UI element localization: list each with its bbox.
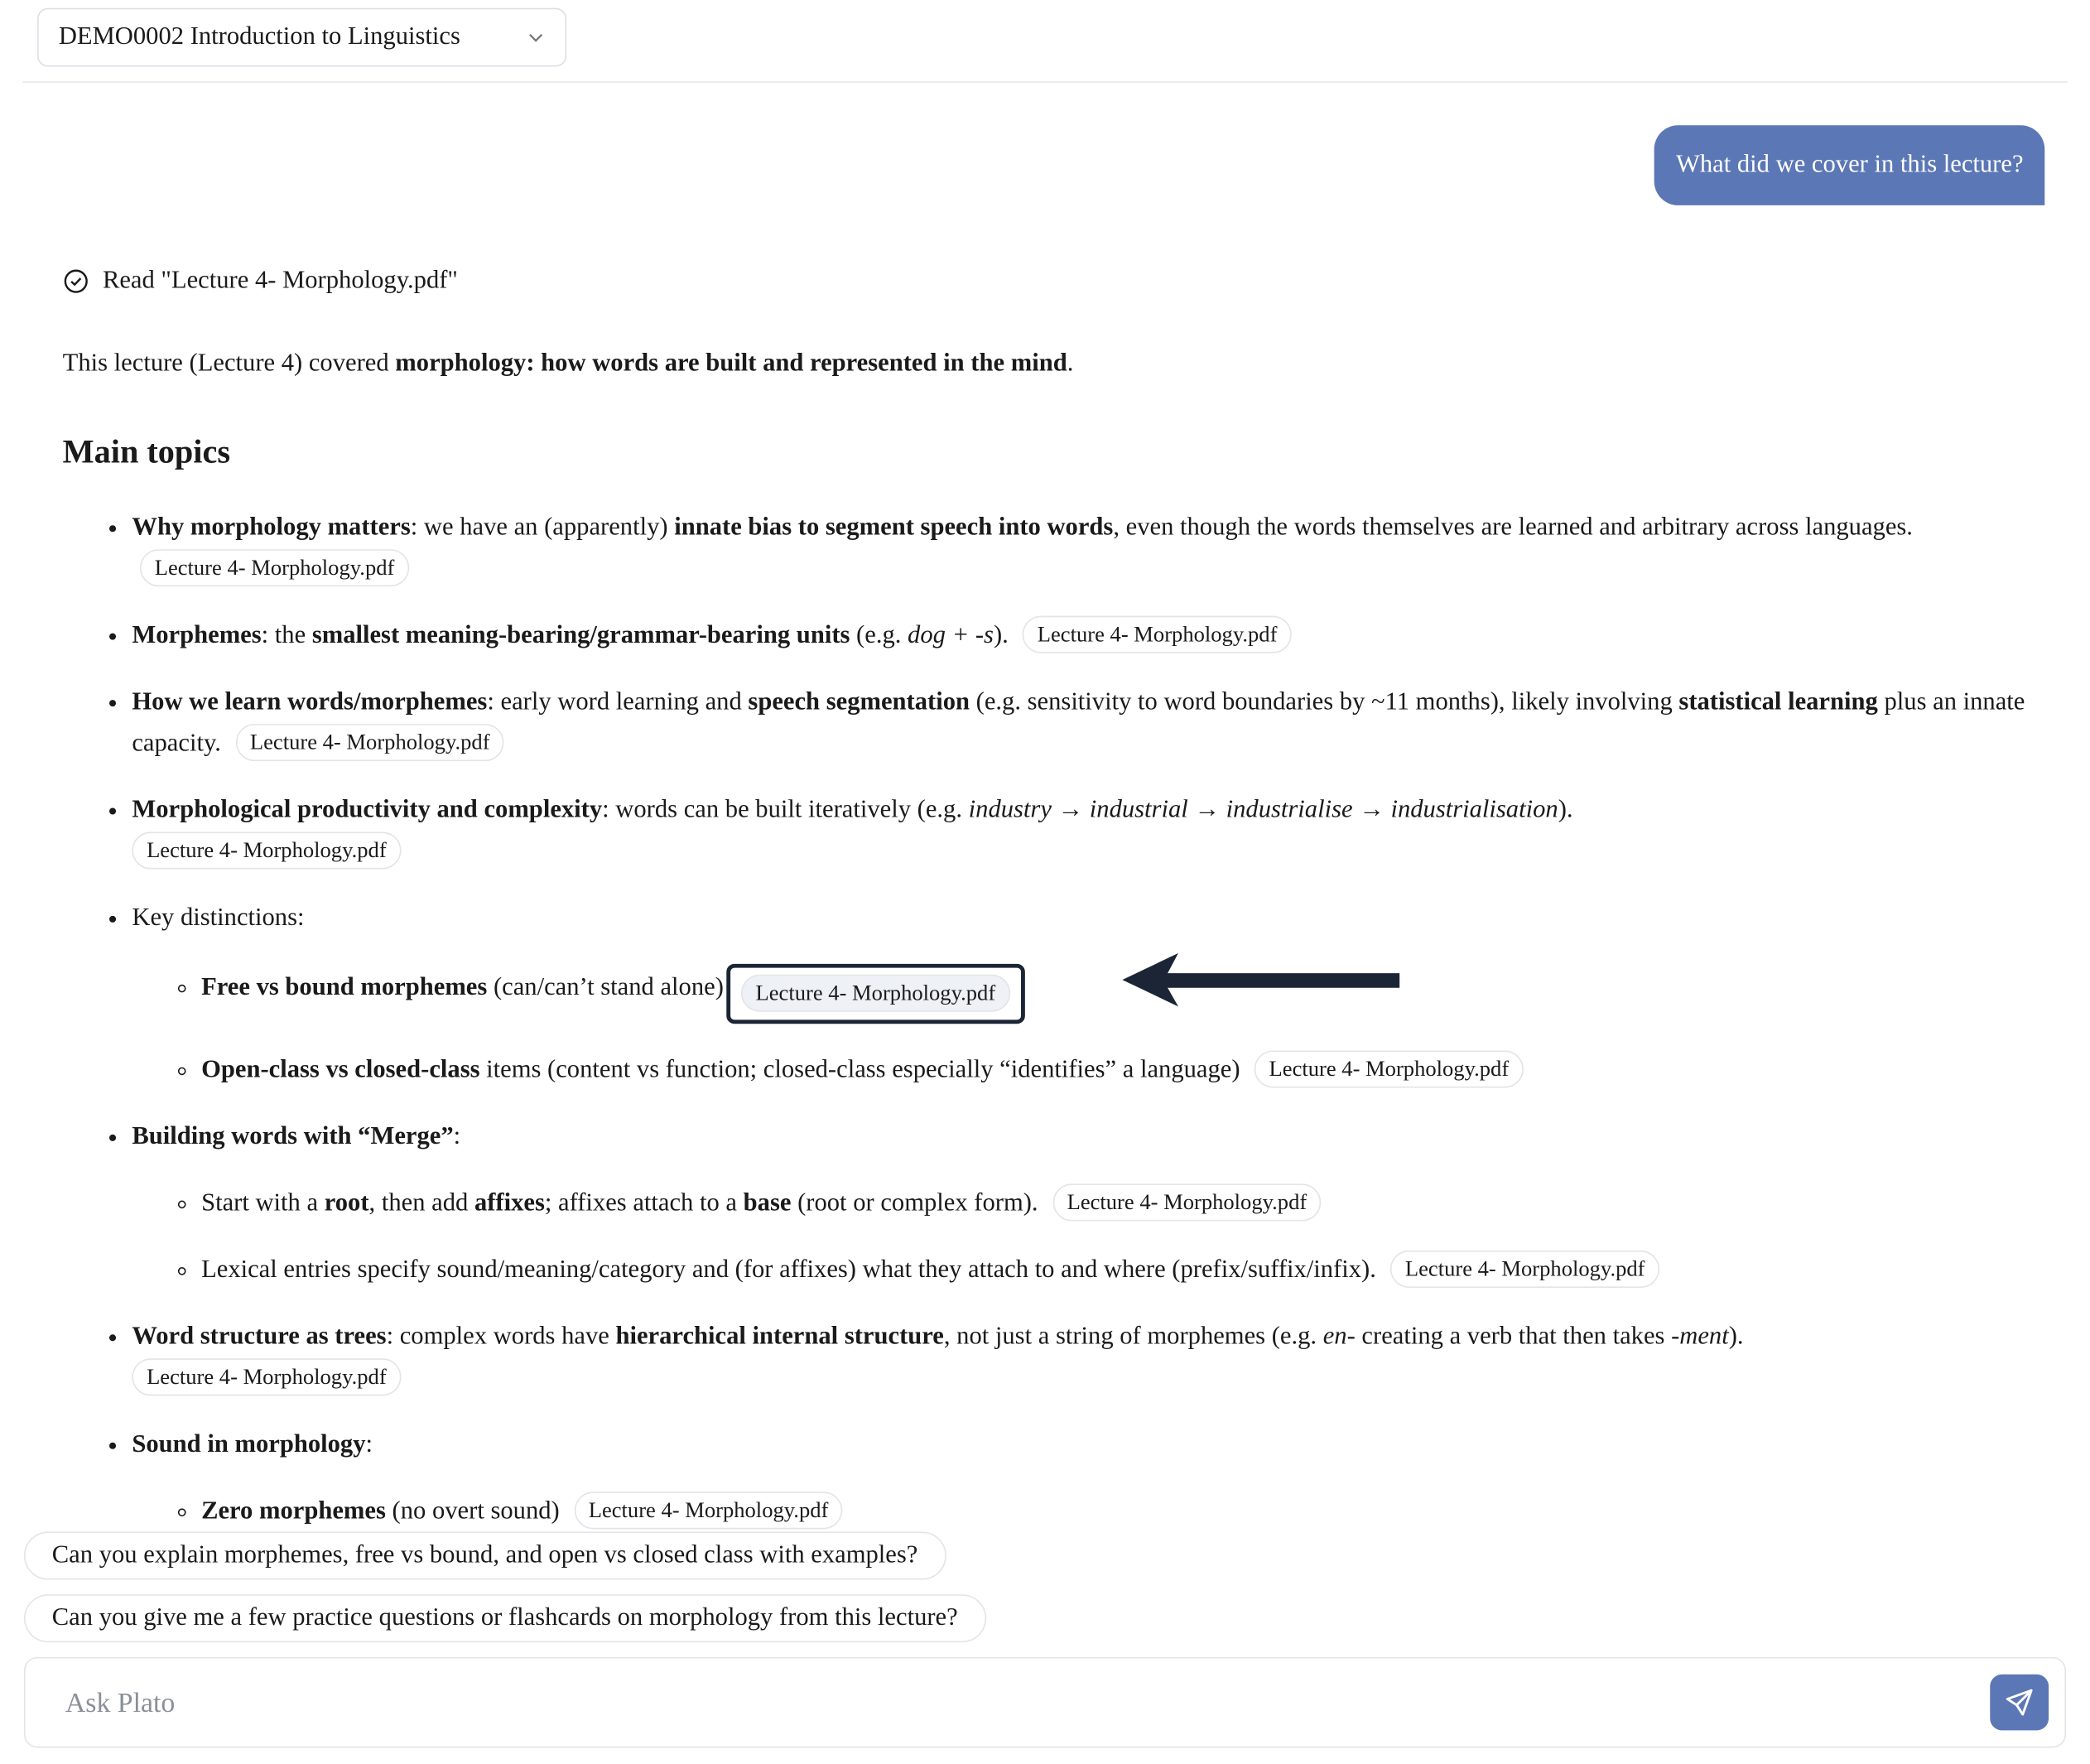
suggestion-chip-practice[interactable]: Can you give me a few practice questions or flashcards on morphology from this lecture? xyxy=(24,1594,986,1642)
topics-list xyxy=(63,507,2035,1532)
course-selector-label: DEMO0002 Introduction to Linguistics xyxy=(58,22,460,51)
topic-example: industrialisation xyxy=(1390,795,1558,824)
source-chip[interactable]: Lecture 4- Morphology.pdf xyxy=(1052,1183,1322,1221)
topic-text: plus an innate capacity. xyxy=(132,687,2025,758)
topic-term: statistical learning xyxy=(1678,687,1878,716)
list-item xyxy=(132,615,2035,656)
list-item xyxy=(132,897,2035,1090)
topic-text: : we have an (apparently) xyxy=(410,513,675,542)
course-selector[interactable] xyxy=(37,8,566,67)
topic-text: (root or complex form). xyxy=(791,1188,1038,1217)
topic-term: Free vs bound morphemes xyxy=(201,973,488,1001)
topic-term: Open-class vs closed-class xyxy=(201,1055,480,1084)
topic-text: : early word learning and xyxy=(487,687,749,716)
topic-term: How we learn words/morphemes xyxy=(132,687,488,716)
topic-text: : xyxy=(365,1430,373,1459)
topic-term: innate bias to segment speech into words xyxy=(674,513,1114,542)
user-message: What did we cover in this lecture? xyxy=(1654,125,2044,205)
topic-term: Building words with “Merge” xyxy=(132,1122,454,1151)
arrow-glyph: → xyxy=(1352,795,1391,824)
chevron-down-icon xyxy=(525,27,547,48)
intro-bold: morphology: how words are built and represented in the mind xyxy=(395,349,1067,378)
topic-term: smallest meaning-bearing/grammar-bearing units xyxy=(311,621,850,649)
topic-text: : complex words have xyxy=(386,1322,616,1351)
topic-text: : xyxy=(453,1122,461,1151)
topic-term: root xyxy=(324,1188,369,1217)
topic-term: Word structure as trees xyxy=(132,1322,387,1351)
source-chip[interactable]: Lecture 4- Morphology.pdf xyxy=(1390,1251,1659,1288)
topic-text: ). xyxy=(1558,795,1573,824)
send-icon xyxy=(2003,1686,2035,1718)
topic-text: Start with a xyxy=(201,1188,325,1217)
tool-status-text: Read "Lecture 4- Morphology.pdf" xyxy=(102,266,458,295)
composer xyxy=(24,1657,2066,1747)
header-divider xyxy=(22,81,2067,83)
list-item xyxy=(201,1249,2035,1290)
topic-term: Sound in morphology xyxy=(132,1430,366,1459)
send-button[interactable] xyxy=(1990,1675,2049,1731)
tool-status xyxy=(63,267,458,296)
topic-example: industrialise xyxy=(1226,795,1353,824)
suggestion-chip-explain[interactable]: Can you explain morphemes, free vs bound, and open vs closed class with examples? xyxy=(24,1532,946,1580)
topic-text: Key distinctions: xyxy=(132,904,305,933)
topic-text: Lexical entries specify sound/meaning/category and (for affixes) what they attach to and where (prefix/suffix/infix). xyxy=(201,1256,1376,1284)
list-item xyxy=(132,507,2035,590)
topic-text: (e.g. sensitivity to word boundaries by ~11 months), likely involving xyxy=(970,687,1679,716)
topic-text: ). xyxy=(993,621,1009,649)
topic-text: ). xyxy=(1728,1322,1744,1351)
topic-term: speech segmentation xyxy=(748,687,970,716)
list-item xyxy=(132,682,2035,764)
list-item xyxy=(132,1316,2035,1399)
topic-term: affixes xyxy=(474,1188,545,1217)
list-item xyxy=(132,1116,2035,1290)
topic-example: en- xyxy=(1322,1322,1356,1351)
topic-example: industrial xyxy=(1089,795,1188,824)
source-chip[interactable]: Lecture 4- Morphology.pdf xyxy=(574,1492,843,1529)
topic-text: , not just a string of morphemes (e.g. xyxy=(943,1322,1323,1351)
topic-text: , even though the words themselves are learned and arbitrary across languages. xyxy=(1113,513,1913,542)
topic-text: : the xyxy=(261,621,312,649)
source-chip[interactable]: Lecture 4- Morphology.pdf xyxy=(140,549,409,586)
topic-term: Morphological productivity and complexity xyxy=(132,795,603,824)
topic-example: -ment xyxy=(1671,1322,1729,1351)
source-chip[interactable]: Lecture 4- Morphology.pdf xyxy=(741,975,1010,1012)
topic-example: industry xyxy=(968,795,1052,824)
topic-term: base xyxy=(743,1188,792,1217)
assistant-intro xyxy=(63,349,1074,378)
topic-text: , then add xyxy=(368,1188,474,1217)
source-chip[interactable]: Lecture 4- Morphology.pdf xyxy=(1023,616,1292,653)
section-heading: Main topics xyxy=(62,434,231,471)
list-item xyxy=(201,1491,2035,1532)
source-chip[interactable]: Lecture 4- Morphology.pdf xyxy=(132,831,401,869)
list-item xyxy=(201,1049,2035,1091)
check-circle-icon xyxy=(63,268,89,295)
source-chip[interactable]: Lecture 4- Morphology.pdf xyxy=(235,724,504,761)
highlight-annotation-box xyxy=(726,964,1024,1024)
source-chip[interactable]: Lecture 4- Morphology.pdf xyxy=(132,1358,401,1395)
topic-example: dog + -s xyxy=(908,621,994,649)
topic-term: hierarchical internal structure xyxy=(615,1322,944,1351)
topic-text: items (content vs function; closed-class especially “identifies” a language) xyxy=(479,1055,1240,1084)
list-item xyxy=(132,789,2035,872)
chat-input[interactable] xyxy=(26,1684,1991,1720)
source-chip[interactable]: Lecture 4- Morphology.pdf xyxy=(1254,1050,1524,1087)
topic-term: Why morphology matters xyxy=(132,513,411,542)
topic-text: (no overt sound) xyxy=(385,1497,560,1525)
topic-text: (can/can’t stand alone) xyxy=(487,973,724,1001)
topic-text: (e.g. xyxy=(850,621,908,649)
arrow-glyph: → xyxy=(1051,795,1090,824)
arrow-glyph: → xyxy=(1187,795,1226,824)
topic-text: creating a verb that then takes xyxy=(1355,1322,1672,1351)
intro-text: This lecture (Lecture 4) covered xyxy=(62,349,396,378)
annotation-arrow xyxy=(1117,951,1402,1010)
list-item xyxy=(132,1424,2035,1531)
intro-end: . xyxy=(1067,349,1074,378)
topic-term: Zero morphemes xyxy=(201,1497,386,1525)
topic-text: ; affixes attach to a xyxy=(544,1188,744,1217)
topic-term: Morphemes xyxy=(132,621,262,649)
list-item xyxy=(201,1183,2035,1224)
topic-text: : words can be built iteratively (e.g. xyxy=(602,795,969,824)
